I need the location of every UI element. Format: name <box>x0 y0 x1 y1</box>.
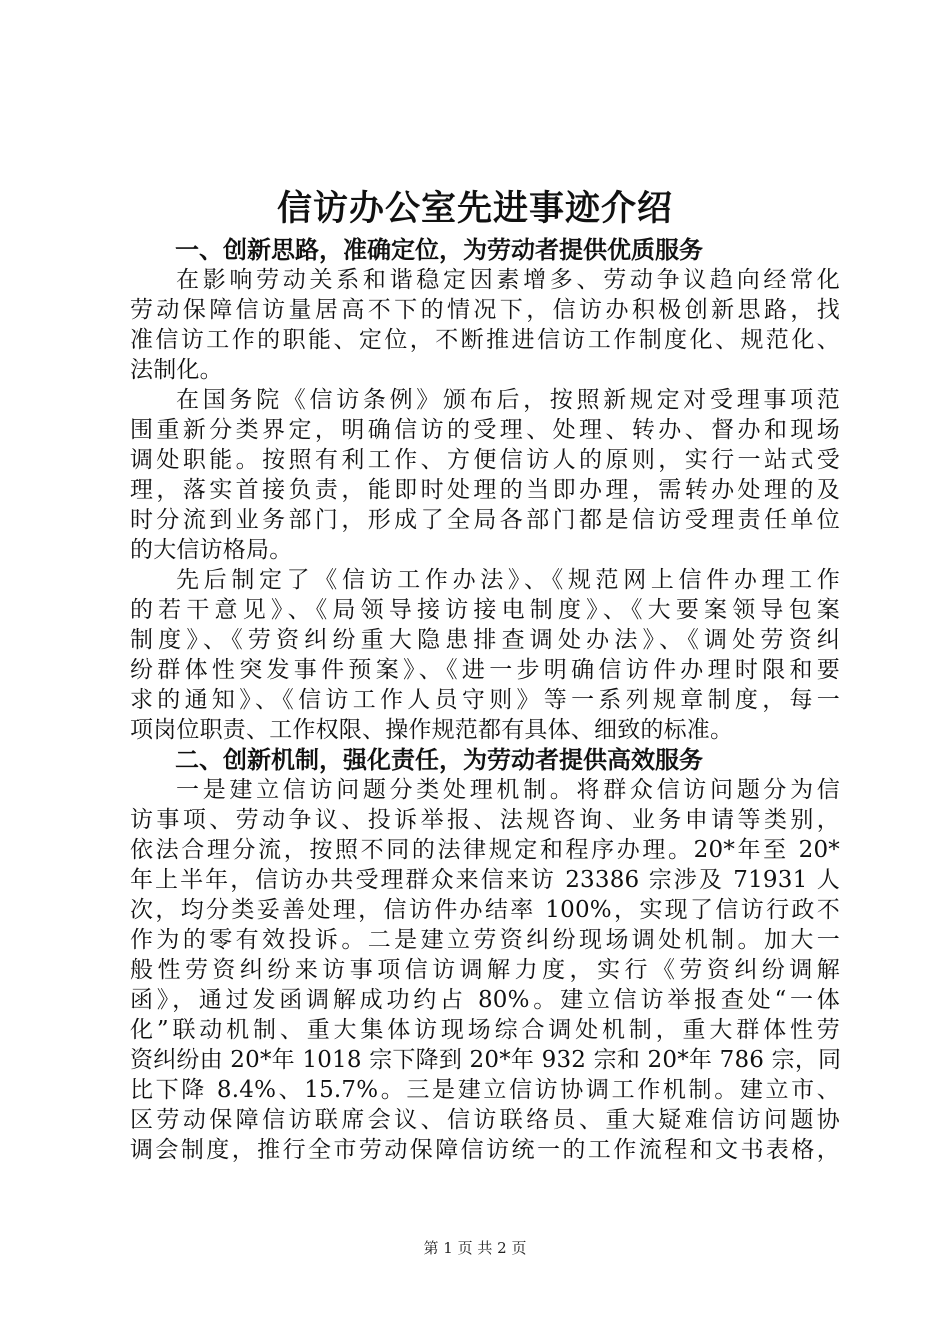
section-heading-1: 一、创新思路，准确定位，为劳动者提供优质服务 <box>175 236 703 264</box>
document-body <box>130 235 840 1165</box>
text-line: 纷群体性突发事件预案》、《进一步明确信访件办理时限和要 <box>130 657 840 683</box>
page-footer: 第 1 页 共 2 页 <box>423 1239 527 1257</box>
document-title: 信访办公室先进事迹介绍 <box>276 189 673 229</box>
text-line: 访事项、劳动争议、投诉举报、法规咨询、业务申请等类别， <box>130 807 840 833</box>
text-line: 的若干意见》、《局领导接访接电制度》、《大要案领导包案 <box>130 597 840 623</box>
text-line: 劳动保障信访量居高不下的情况下，信访办积极创新思路，找 <box>130 297 840 323</box>
text-line: 依法合理分流，按照不同的法律规定和程序办理。20*年至 20* <box>130 837 840 863</box>
text-line: 制度》、《劳资纠纷重大隐患排查调处办法》、《调处劳资纠 <box>130 627 840 653</box>
text-line: 围重新分类界定，明确信访的受理、处理、转办、督办和现场 <box>130 417 840 443</box>
text-line: 一是建立信访问题分类处理机制。将群众信访问题分为信 <box>176 777 840 803</box>
text-line: 比下降 8.4%、15.7%。三是建立信访协调工作机制。建立市、 <box>130 1077 840 1103</box>
text-line: 化”联动机制、重大集体访现场综合调处机制，重大群体性劳 <box>130 1017 840 1043</box>
text-line: 在影响劳动关系和谐稳定因素增多、劳动争议趋向经常化 <box>176 267 840 293</box>
section-heading-2: 二、创新机制，强化责任，为劳动者提供高效服务 <box>175 746 703 774</box>
text-line: 理，落实首接负责，能即时处理的当即办理，需转办处理的及 <box>130 477 840 503</box>
text-line: 调会制度，推行全市劳动保障信访统一的工作流程和文书表格， <box>130 1137 840 1163</box>
text-line: 函》，通过发函调解成功约占 80%。建立信访举报查处“一体 <box>130 987 840 1013</box>
text-line: 法制化。 <box>130 357 223 383</box>
paragraph <box>130 775 840 1165</box>
text-line: 在国务院《信访条例》颁布后，按照新规定对受理事项范 <box>176 387 840 413</box>
text-line: 调处职能。按照有利工作、方便信访人的原则，实行一站式受 <box>130 447 840 473</box>
paragraph <box>130 265 840 385</box>
text-line: 的大信访格局。 <box>130 537 293 563</box>
text-line: 般性劳资纠纷来访事项信访调解力度，实行《劳资纠纷调解 <box>130 957 840 983</box>
text-line: 年上半年，信访办共受理群众来信来访 23386 宗涉及 71931 人 <box>130 867 840 893</box>
text-line: 项岗位职责、工作权限、操作规范都有具体、细致的标准。 <box>130 717 734 743</box>
text-line: 作为的零有效投诉。二是建立劳资纠纷现场调处机制。加大一 <box>130 927 840 953</box>
text-line: 准信访工作的职能、定位，不断推进信访工作制度化、规范化、 <box>130 327 840 353</box>
text-line: 求的通知》、《信访工作人员守则》等一系列规章制度，每一 <box>130 687 840 713</box>
text-line: 区劳动保障信访联席会议、信访联络员、重大疑难信访问题协 <box>130 1107 840 1133</box>
text-line: 资纠纷由 20*年 1018 宗下降到 20*年 932 宗和 20*年 786 宗，同 <box>130 1047 842 1073</box>
paragraph <box>130 385 840 565</box>
text-line: 先后制定了《信访工作办法》、《规范网上信件办理工作 <box>176 567 840 593</box>
paragraph <box>130 565 840 745</box>
text-line: 时分流到业务部门，形成了全局各部门都是信访受理责任单位 <box>130 507 840 533</box>
text-line: 次，均分类妥善处理，信访件办结率 100%，实现了信访行政不 <box>130 897 840 923</box>
